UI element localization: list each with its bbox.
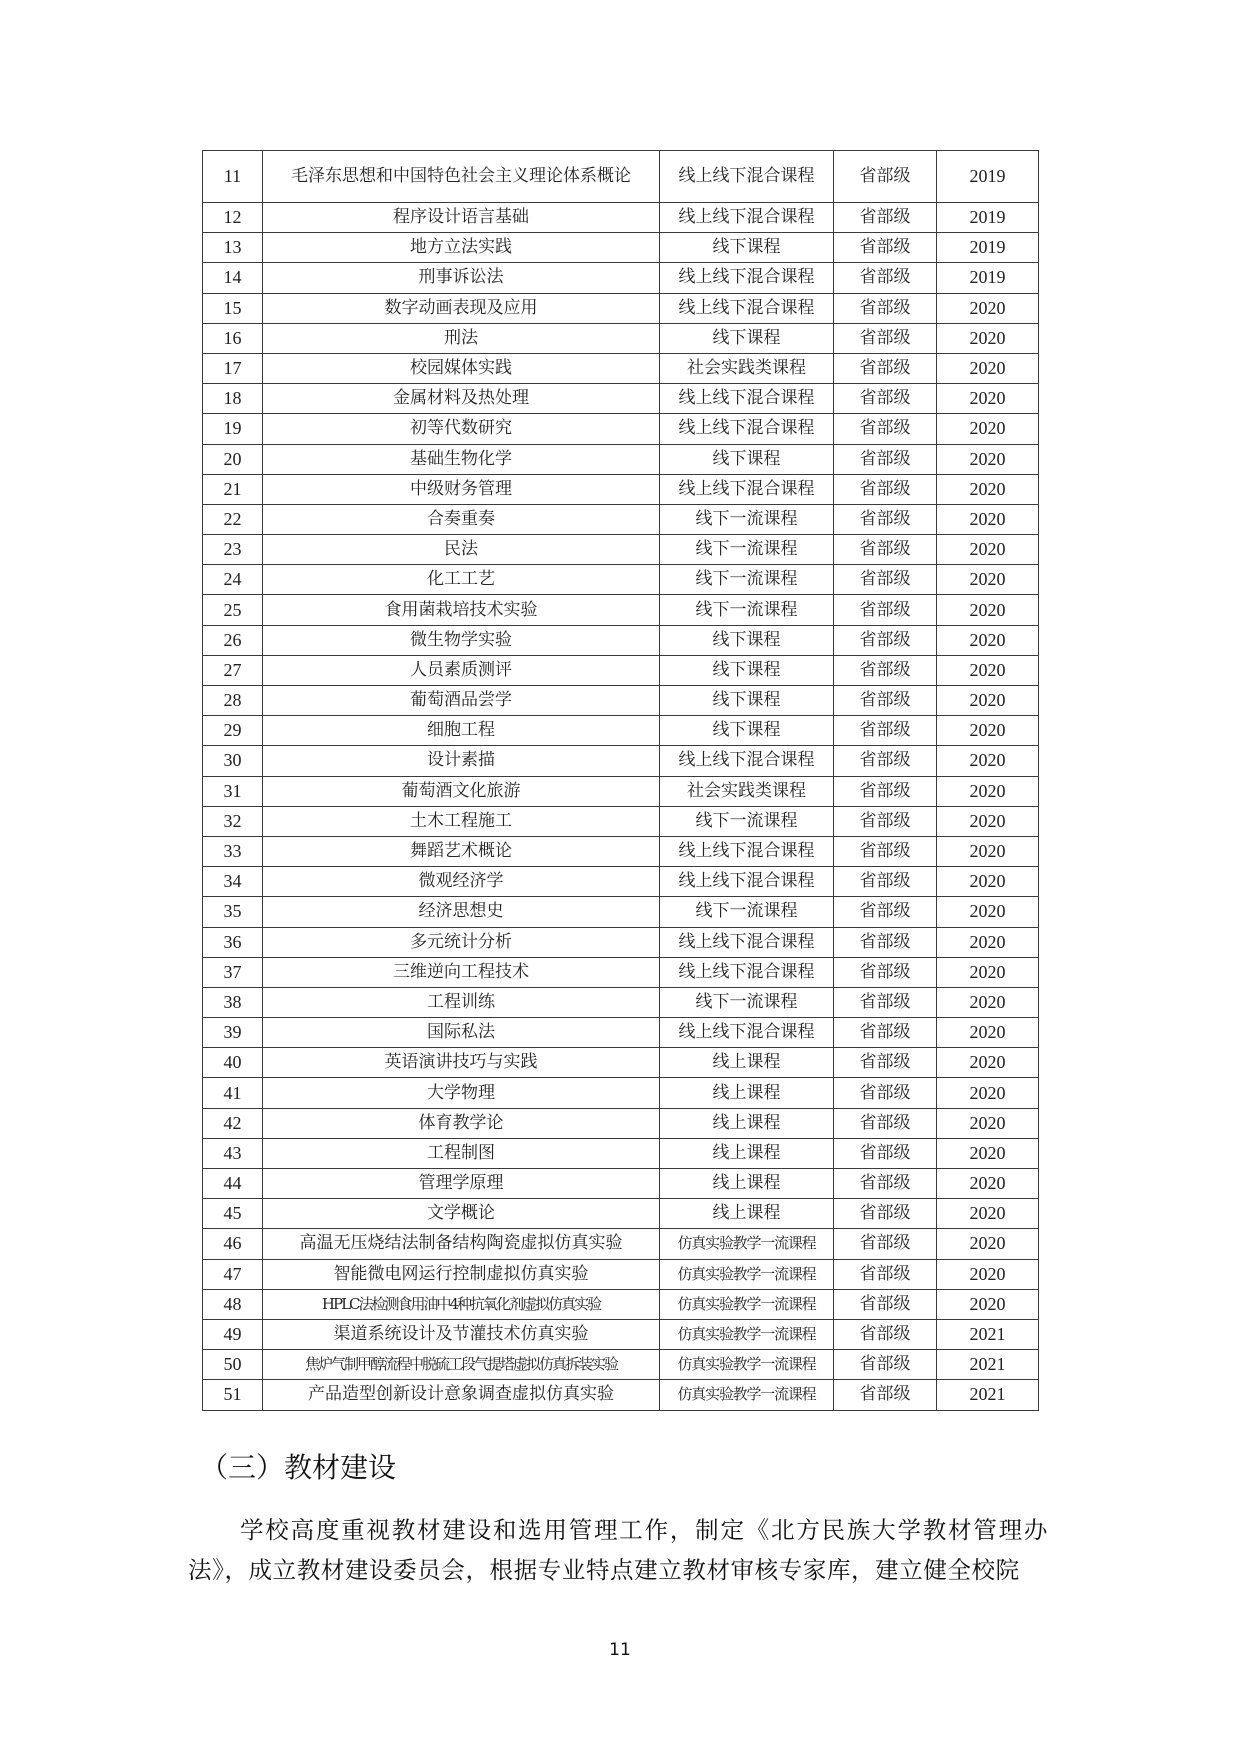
course-name: 工程制图 [263,1138,660,1168]
row-number: 35 [203,897,263,927]
course-name: 初等代数研究 [263,414,660,444]
table-row [203,897,1039,927]
course-level: 省部级 [834,1380,937,1410]
table-row [203,384,1039,414]
course-type: 线上线下混合课程 [660,151,834,203]
course-year: 2020 [937,867,1039,897]
row-number: 43 [203,1138,263,1168]
course-name: 民法 [263,535,660,565]
course-level: 省部级 [834,384,937,414]
table-row [203,535,1039,565]
table-row [203,203,1039,233]
row-number: 26 [203,625,263,655]
row-number: 16 [203,323,263,353]
course-type: 线上线下混合课程 [660,293,834,323]
course-type: 线上课程 [660,1108,834,1138]
row-number: 36 [203,927,263,957]
row-number: 32 [203,806,263,836]
table-row [203,927,1039,957]
course-name: 渠道系统设计及节灌技术仿真实验 [263,1319,660,1349]
course-level: 省部级 [834,565,937,595]
table-row [203,565,1039,595]
course-name: 程序设计语言基础 [263,203,660,233]
course-type: 线上线下混合课程 [660,203,834,233]
course-level: 省部级 [834,323,937,353]
course-level: 省部级 [834,1048,937,1078]
course-year: 2020 [937,1048,1039,1078]
course-name: 高温无压烧结法制备结构陶瓷虚拟仿真实验 [263,1229,660,1259]
course-year: 2020 [937,1289,1039,1319]
row-number: 22 [203,504,263,534]
course-type: 线上课程 [660,1138,834,1168]
row-number: 34 [203,867,263,897]
table-row [203,776,1039,806]
table-row [203,655,1039,685]
course-level: 省部级 [834,836,937,866]
course-level: 省部级 [834,867,937,897]
course-type: 仿真实验教学一流课程 [660,1229,834,1259]
course-level: 省部级 [834,1078,937,1108]
course-name: 土木工程施工 [263,806,660,836]
course-name: 葡萄酒文化旅游 [263,776,660,806]
course-type: 线上线下混合课程 [660,384,834,414]
course-type: 线下一流课程 [660,504,834,534]
row-number: 23 [203,535,263,565]
course-type: 线下一流课程 [660,595,834,625]
course-type: 线下课程 [660,233,834,263]
course-level: 省部级 [834,353,937,383]
table-row [203,263,1039,293]
course-year: 2020 [937,414,1039,444]
course-level: 省部级 [834,625,937,655]
course-name: 国际私法 [263,1018,660,1048]
row-number: 33 [203,836,263,866]
row-number: 37 [203,957,263,987]
course-type: 线上线下混合课程 [660,263,834,293]
table-row [203,716,1039,746]
course-level: 省部级 [834,987,937,1017]
course-year: 2020 [937,927,1039,957]
course-level: 省部级 [834,1350,937,1380]
table-row [203,474,1039,504]
course-year: 2020 [937,655,1039,685]
course-name: 三维逆向工程技术 [263,957,660,987]
course-year: 2020 [937,1199,1039,1229]
course-level: 省部级 [834,686,937,716]
course-name: 食用菌栽培技术实验 [263,595,660,625]
row-number: 30 [203,746,263,776]
course-year: 2020 [937,746,1039,776]
course-level: 省部级 [834,1229,937,1259]
course-name: 微观经济学 [263,867,660,897]
course-level: 省部级 [834,1199,937,1229]
course-type: 线下课程 [660,686,834,716]
course-name: HPLC法检测食用油中4种抗氧化剂虚拟仿真实验 [263,1289,660,1319]
course-name: 英语演讲技巧与实践 [263,1048,660,1078]
course-type: 线下课程 [660,716,834,746]
course-level: 省部级 [834,776,937,806]
table-row [203,957,1039,987]
table-row [203,1380,1039,1410]
row-number: 31 [203,776,263,806]
course-year: 2020 [937,1078,1039,1108]
course-level: 省部级 [834,806,937,836]
course-type: 线下一流课程 [660,535,834,565]
course-name: 刑法 [263,323,660,353]
course-year: 2021 [937,1380,1039,1410]
course-level: 省部级 [834,504,937,534]
row-number: 51 [203,1380,263,1410]
course-year: 2020 [937,836,1039,866]
course-year: 2020 [937,1169,1039,1199]
table-row [203,1229,1039,1259]
row-number: 50 [203,1350,263,1380]
course-year: 2020 [937,323,1039,353]
course-level: 省部级 [834,957,937,987]
course-name: 设计素描 [263,746,660,776]
table-row [203,836,1039,866]
course-name: 文学概论 [263,1199,660,1229]
course-type: 社会实践类课程 [660,776,834,806]
table-row [203,444,1039,474]
course-year: 2020 [937,535,1039,565]
course-type: 仿真实验教学一流课程 [660,1350,834,1380]
course-year: 2021 [937,1350,1039,1380]
course-name: 校园媒体实践 [263,353,660,383]
course-type: 线下课程 [660,625,834,655]
course-name: 经济思想史 [263,897,660,927]
course-year: 2020 [937,1018,1039,1048]
table-row [203,1018,1039,1048]
course-name: 大学物理 [263,1078,660,1108]
course-level: 省部级 [834,897,937,927]
course-name: 基础生物化学 [263,444,660,474]
course-type: 仿真实验教学一流课程 [660,1259,834,1289]
table-row [203,151,1039,203]
course-table [202,150,1039,1411]
course-level: 省部级 [834,1259,937,1289]
course-year: 2020 [937,565,1039,595]
row-number: 38 [203,987,263,1017]
course-name: 智能微电网运行控制虚拟仿真实验 [263,1259,660,1289]
course-year: 2020 [937,806,1039,836]
course-year: 2020 [937,716,1039,746]
table-row [203,1350,1039,1380]
course-type: 线下一流课程 [660,806,834,836]
table-row [203,1319,1039,1349]
course-type: 线下一流课程 [660,987,834,1017]
course-level: 省部级 [834,474,937,504]
course-year: 2020 [937,293,1039,323]
row-number: 27 [203,655,263,685]
course-level: 省部级 [834,233,937,263]
course-type: 线上线下混合课程 [660,927,834,957]
course-name: 舞蹈艺术概论 [263,836,660,866]
course-type: 仿真实验教学一流课程 [660,1319,834,1349]
course-level: 省部级 [834,746,937,776]
course-type: 仿真实验教学一流课程 [660,1289,834,1319]
table-row [203,414,1039,444]
table-row [203,1078,1039,1108]
course-name: 化工工艺 [263,565,660,595]
course-name: 细胞工程 [263,716,660,746]
course-level: 省部级 [834,293,937,323]
table-row [203,504,1039,534]
course-level: 省部级 [834,263,937,293]
table-row [203,1259,1039,1289]
course-year: 2020 [937,444,1039,474]
row-number: 47 [203,1259,263,1289]
row-number: 21 [203,474,263,504]
course-name: 微生物学实验 [263,625,660,655]
course-year: 2020 [937,776,1039,806]
course-level: 省部级 [834,1289,937,1319]
course-year: 2019 [937,151,1039,203]
row-number: 44 [203,1169,263,1199]
course-name: 刑事诉讼法 [263,263,660,293]
course-year: 2019 [937,203,1039,233]
course-type: 线上课程 [660,1078,834,1108]
row-number: 12 [203,203,263,233]
course-name: 产品造型创新设计意象调查虚拟仿真实验 [263,1380,660,1410]
course-table-body [203,151,1039,1411]
course-year: 2020 [937,897,1039,927]
course-type: 线上课程 [660,1199,834,1229]
course-year: 2020 [937,1229,1039,1259]
row-number: 29 [203,716,263,746]
course-type: 线上线下混合课程 [660,957,834,987]
course-type: 线下一流课程 [660,897,834,927]
section-heading: （三）教材建设 [200,1451,397,1484]
course-type: 线上课程 [660,1169,834,1199]
course-year: 2020 [937,625,1039,655]
row-number: 45 [203,1199,263,1229]
row-number: 19 [203,414,263,444]
row-number: 40 [203,1048,263,1078]
course-type: 线上线下混合课程 [660,474,834,504]
row-number: 17 [203,353,263,383]
course-type: 线上线下混合课程 [660,1018,834,1048]
course-name: 管理学原理 [263,1169,660,1199]
table-row [203,987,1039,1017]
course-year: 2020 [937,384,1039,414]
course-year: 2020 [937,474,1039,504]
course-level: 省部级 [834,1169,937,1199]
row-number: 28 [203,686,263,716]
course-name: 人员素质测评 [263,655,660,685]
course-type: 线上线下混合课程 [660,836,834,866]
course-name: 中级财务管理 [263,474,660,504]
course-level: 省部级 [834,595,937,625]
table-row [203,595,1039,625]
table-row [203,1199,1039,1229]
row-number: 49 [203,1319,263,1349]
course-year: 2020 [937,504,1039,534]
table-row [203,233,1039,263]
row-number: 41 [203,1078,263,1108]
row-number: 39 [203,1018,263,1048]
body-paragraph: 学校高度重视教材建设和选用管理工作，制定《北方民族大学教材管理办法》，成立教材建设委员会，根据专业特点建立教材审核专家库，建立健全校院 [188,1516,1048,1584]
row-number: 11 [203,151,263,203]
course-level: 省部级 [834,535,937,565]
table-row [203,1289,1039,1319]
course-year: 2020 [937,595,1039,625]
course-type: 线上线下混合课程 [660,414,834,444]
course-year: 2020 [937,353,1039,383]
course-year: 2019 [937,263,1039,293]
course-type: 线上课程 [660,1048,834,1078]
course-type: 线下课程 [660,323,834,353]
row-number: 18 [203,384,263,414]
row-number: 25 [203,595,263,625]
course-level: 省部级 [834,1108,937,1138]
row-number: 15 [203,293,263,323]
course-name: 地方立法实践 [263,233,660,263]
table-row [203,746,1039,776]
row-number: 42 [203,1108,263,1138]
course-type: 线上线下混合课程 [660,746,834,776]
table-row [203,1048,1039,1078]
course-type: 线上线下混合课程 [660,867,834,897]
course-year: 2020 [937,1259,1039,1289]
page-number: 11 [609,1640,631,1660]
course-type: 线下课程 [660,444,834,474]
course-level: 省部级 [834,716,937,746]
table-row [203,686,1039,716]
course-level: 省部级 [834,1138,937,1168]
course-type: 线下一流课程 [660,565,834,595]
course-name: 数字动画表现及应用 [263,293,660,323]
course-level: 省部级 [834,1319,937,1349]
course-name: 焦炉气制甲醇流程中脱硫工段气提塔虚拟仿真拆装实验 [263,1350,660,1380]
course-name: 体育教学论 [263,1108,660,1138]
row-number: 48 [203,1289,263,1319]
course-level: 省部级 [834,203,937,233]
table-row [203,806,1039,836]
row-number: 14 [203,263,263,293]
table-row [203,293,1039,323]
course-level: 省部级 [834,414,937,444]
course-name: 金属材料及热处理 [263,384,660,414]
course-year: 2020 [937,686,1039,716]
row-number: 24 [203,565,263,595]
course-type: 线下课程 [660,655,834,685]
table-row [203,353,1039,383]
row-number: 13 [203,233,263,263]
course-name: 合奏重奏 [263,504,660,534]
course-name: 毛泽东思想和中国特色社会主义理论体系概论 [263,151,660,203]
course-level: 省部级 [834,444,937,474]
table-row [203,1169,1039,1199]
course-name: 葡萄酒品尝学 [263,686,660,716]
table-row [203,1138,1039,1168]
course-year: 2021 [937,1319,1039,1349]
course-name: 工程训练 [263,987,660,1017]
course-type: 仿真实验教学一流课程 [660,1380,834,1410]
row-number: 46 [203,1229,263,1259]
course-year: 2020 [937,987,1039,1017]
course-level: 省部级 [834,151,937,203]
course-name: 多元统计分析 [263,927,660,957]
course-year: 2020 [937,957,1039,987]
course-level: 省部级 [834,927,937,957]
table-row [203,323,1039,353]
course-year: 2020 [937,1108,1039,1138]
row-number: 20 [203,444,263,474]
course-year: 2020 [937,1138,1039,1168]
table-row [203,625,1039,655]
course-level: 省部级 [834,655,937,685]
course-type: 社会实践类课程 [660,353,834,383]
table-row [203,867,1039,897]
table-row [203,1108,1039,1138]
course-level: 省部级 [834,1018,937,1048]
course-year: 2019 [937,233,1039,263]
